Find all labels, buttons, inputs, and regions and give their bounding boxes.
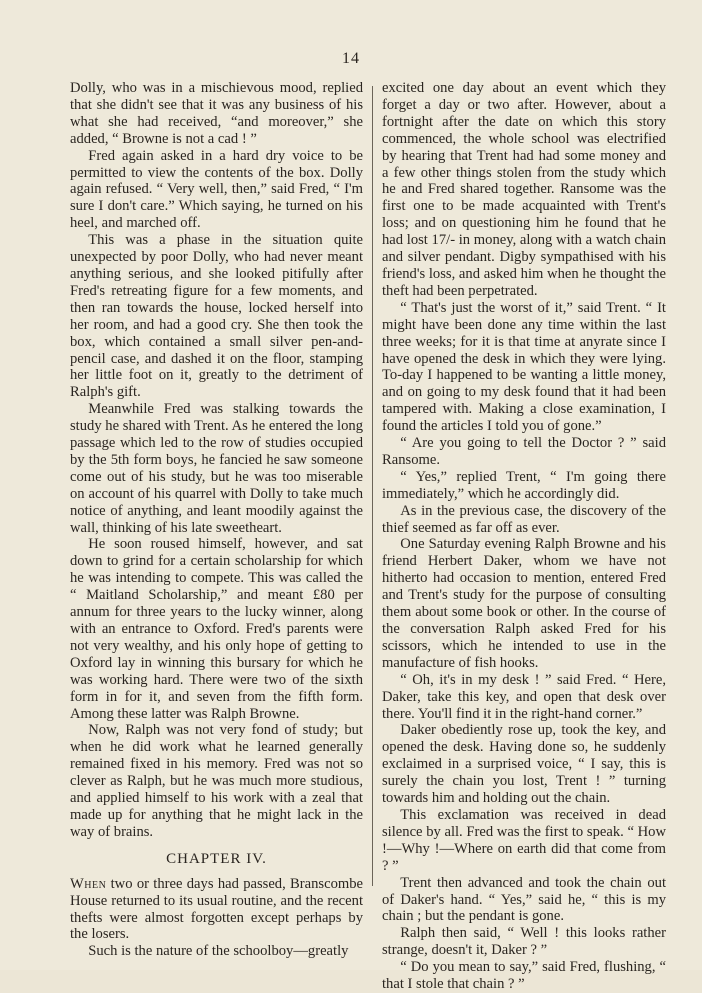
left-column	[70, 80, 363, 960]
paragraph: This was a phase in the situation quite unexpected by poor Dolly, who had never meant anything serious, and she looked pitifully after Fred's retreating figure for a few moments, and then ran towards the house, locked herself into her room, and had a good cry. She then took the box, which contained a small silver pen-and-pencil case, and dashed it on the floor, stamping her little foot on it, greatly to the detriment of Ralph's gift.	[70, 232, 363, 401]
paragraph: He soon roused himself, however, and sat down to grind for a certain scholarship for which he was intending to compete. This was called the “ Maitland Scholarship,” and meant £80 per annum for three years to the lucky winner, along with an entrance to Oxford. Fred's parents were not very wealthy, and his only hope of getting to Oxford lay in winning this bursary for which he was working hard. There were two of the sixth form in for it, and seven from the fifth form. Among these latter was Ralph Browne.	[70, 536, 363, 722]
paragraph: “ That's just the worst of it,” said Trent. “ It might have been done any time within the last three weeks; for it is that time at anyrate since I have opened the desk in which they were lying. To-day I happened to be wanting a little money, and on going to my desk found that it had been tampered with. Making a close examination, I found the articles I told you of gone.”	[382, 299, 666, 435]
paragraph: Such is the nature of the schoolboy—greatly	[88, 943, 349, 960]
chapter-opening-text: two or three days had passed, Branscombe House returned to its usual routine, and the recent thefts were almost forgotten except perhaps by the losers.	[70, 875, 363, 943]
paragraph: Now, Ralph was not very fond of study; but when he did work what he learned generally remained fixed in his memory. Fred was not so clever as Ralph, but he was much more studious, and applied himself to his work with a zeal that made up for anything that he might lack in the way of brains.	[70, 722, 363, 840]
paragraph: Ralph then said, “ Well ! this looks rather strange, doesn't it, Daker ? ”	[382, 925, 666, 959]
paragraph: “ Yes,” replied Trent, “ I'm going there immediately,” which he accordingly did.	[382, 468, 666, 502]
paragraph: excited one day about an event which they forget a day or two after. However, about a fortnight after the date on which this story commenced, the whole school was electrified by hearing that Trent had had some money and a few other things stolen from the study which he and Fred shared together. Ransome was the first one to be made acquainted with Trent's loss; and on questioning him he found that he had lost 17/- in money, along with a watch chain and silver pendant. Digby sympathised with his friend's loss, and asked him when he thought the theft had been perpetrated.	[382, 80, 666, 299]
paragraph: One Saturday evening Ralph Browne and his friend Herbert Daker, whom we have not hitherto had occasion to mention, entered Fred and Trent's study for the purpose of consulting them about some book or other. In the course of the conversation Ralph asked Fred for his scissors, which he intended to use in the manufacture of fish hooks.	[382, 536, 666, 671]
page-number: 14	[342, 50, 360, 67]
chapter-opening-paragraph	[70, 876, 363, 944]
paragraph: “ Are you going to tell the Doctor ? ” said Ransome.	[382, 435, 666, 468]
paragraph: This exclamation was received in dead silence by all. Fred was the first to speak. “ How !—Why !—Where on earth did that come from ? ”	[382, 806, 666, 874]
paragraph: Meanwhile Fred was stalking towards the study he shared with Trent. As he entered the long passage which led to the row of studies occupied by the 5th form boys, he fancied he saw someone come out of his study, but he was too miserable on account of his quarrel with Dolly to take much notice of anything, and leant moodily against the wall, thinking of his late sweetheart.	[70, 401, 363, 536]
chapter-heading: CHAPTER IV.	[166, 850, 267, 867]
paragraph: “ Do you mean to say,” said Fred, flushing, “ that I stole that chain ? ”	[382, 959, 666, 993]
paragraph: Dolly, who was in a mischievous mood, replied that she didn't see that it was any business of his what she had received, “and moreover,” she added, “ Browne is not a cad ! ”	[70, 80, 363, 147]
paragraph: Fred again asked in a hard dry voice to be permitted to view the contents of the box. Dolly again refused. “ Very well, then,” said Fred, “ I'm sure I don't care.” Which saying, he turned on his heel, and marched off.	[70, 147, 363, 232]
paragraph: Trent then advanced and took the chain out of Daker's hand. “ Yes,” said he, “ this is my chain ; but the pendant is gone.	[382, 874, 666, 925]
paragraph: As in the previous case, the discovery of the thief seemed as far off as ever.	[382, 502, 666, 536]
paragraph: “ Oh, it's in my desk ! ” said Fred. “ Here, Daker, take this key, and open that desk over there. You'll find it in the right-hand corner.”	[382, 671, 666, 722]
right-column	[382, 80, 666, 993]
paragraph: Daker obediently rose up, took the key, and opened the desk. Having done so, he suddenly exclaimed in a surprised voice, “ I say, this is surely the chain you lost, Trent ! ” turning towards him and holding out the chain.	[382, 722, 666, 807]
chapter-opening-word: When	[70, 875, 107, 892]
column-divider	[372, 86, 373, 886]
